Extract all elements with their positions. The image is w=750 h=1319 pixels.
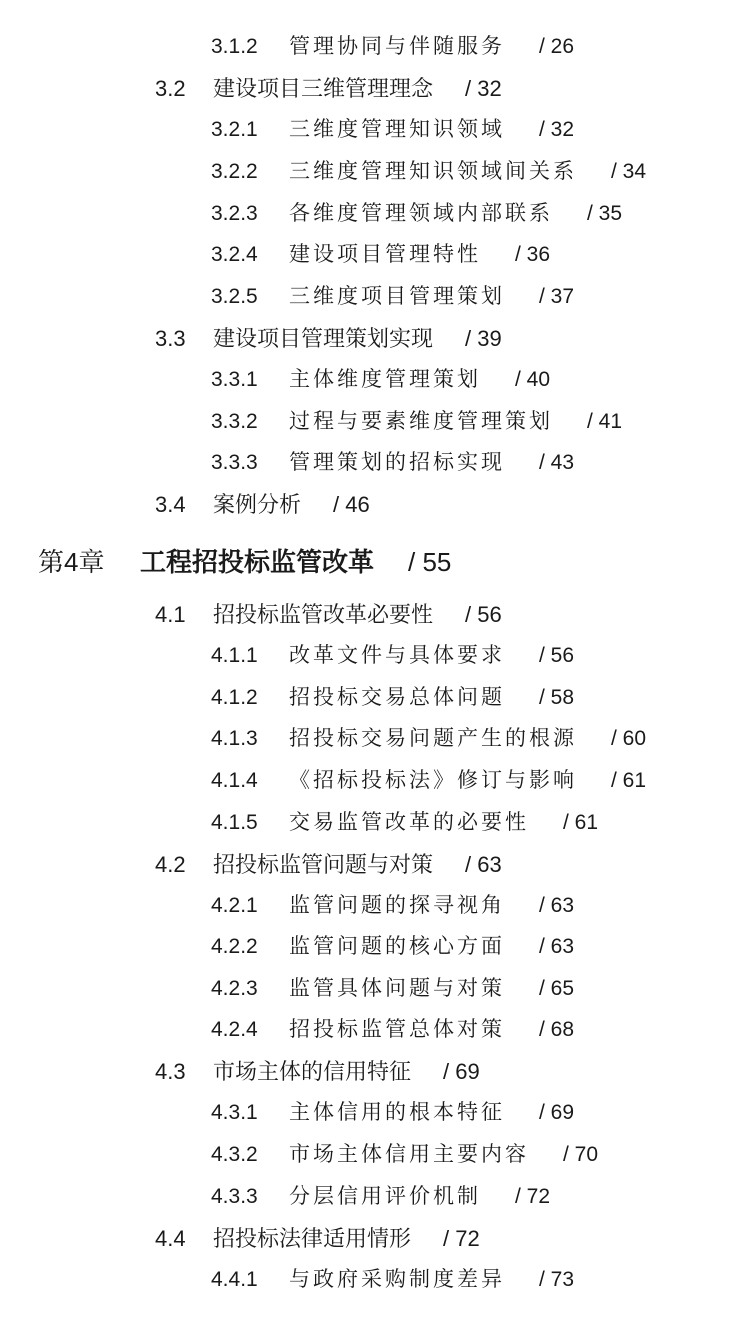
toc-number: 4.4.1 <box>211 1268 258 1291</box>
toc-page-number: / 36 <box>515 243 551 266</box>
toc-section <box>155 848 502 879</box>
toc-title: 交易监管改革的必要性 <box>289 810 529 834</box>
toc-page-number: / 26 <box>539 35 575 58</box>
toc-subsection <box>211 722 646 752</box>
toc-page-number: / 61 <box>611 769 647 792</box>
toc-title: 建设项目管理特性 <box>289 242 481 266</box>
toc-number: 3.3 <box>155 326 186 351</box>
toc-number: 3.3.2 <box>211 410 258 433</box>
toc-title: 招投标监管总体对策 <box>289 1017 505 1041</box>
toc-number: 4.2.1 <box>211 894 258 917</box>
toc-page-number: / 34 <box>611 160 647 183</box>
toc-number: 4.1.3 <box>211 727 258 750</box>
toc-number: 3.1.2 <box>211 35 258 58</box>
toc-number: 3.2.3 <box>211 202 258 225</box>
toc-number: 4.3.2 <box>211 1143 258 1166</box>
toc-page-number: / 68 <box>539 1018 575 1041</box>
toc-chapter <box>38 542 451 579</box>
toc-number: 3.2.5 <box>211 285 258 308</box>
toc-number: 4.3 <box>155 1059 186 1084</box>
toc-title: 监管问题的核心方面 <box>289 934 505 958</box>
toc-subsection <box>211 764 646 794</box>
toc-page-number: / 60 <box>611 727 647 750</box>
toc-page-number: / 72 <box>515 1185 551 1208</box>
toc-page-number: / 70 <box>563 1143 599 1166</box>
toc-page-number: / 69 <box>539 1101 575 1124</box>
toc-title: 管理协同与伴随服务 <box>289 34 505 58</box>
toc-section <box>155 598 502 629</box>
toc-subsection <box>211 889 574 919</box>
toc-section <box>155 322 502 353</box>
toc-title: 主体信用的根本特征 <box>289 1100 505 1124</box>
toc-number: 4.1 <box>155 602 186 627</box>
toc-subsection <box>211 972 574 1002</box>
toc-section <box>155 1055 480 1086</box>
toc-number: 4.1.4 <box>211 769 258 792</box>
toc-section <box>155 488 370 519</box>
toc-title: 招投标监管问题与对策 <box>213 853 434 878</box>
toc-page-number: / 69 <box>443 1059 480 1084</box>
toc-number: 3.3.3 <box>211 451 258 474</box>
toc-section <box>155 72 502 103</box>
toc-number: 4.2.3 <box>211 977 258 1000</box>
toc-subsection <box>211 113 574 143</box>
toc-subsection <box>211 1263 574 1293</box>
toc-number: 4.3.1 <box>211 1101 258 1124</box>
toc-page-number: / 39 <box>465 326 502 351</box>
toc-number: 4.1.2 <box>211 686 258 709</box>
toc-title: 分层信用评价机制 <box>289 1184 481 1208</box>
toc-subsection <box>211 1013 574 1043</box>
toc-title: 《招标投标法》修订与影响 <box>289 768 577 792</box>
toc-number: 4.1.5 <box>211 811 258 834</box>
toc-number: 4.2 <box>155 852 186 877</box>
toc-title: 建设项目三维管理理念 <box>213 77 434 102</box>
toc-number: 4.2.4 <box>211 1018 258 1041</box>
toc-page-number: / 32 <box>465 76 502 101</box>
toc-title: 监管问题的探寻视角 <box>289 893 505 917</box>
toc-page-number: / 41 <box>587 410 623 433</box>
toc-title: 招投标法律适用情形 <box>213 1227 412 1252</box>
toc-title: 过程与要素维度管理策划 <box>289 409 553 433</box>
toc-title: 各维度管理领域内部联系 <box>289 201 553 225</box>
toc-title: 市场主体的信用特征 <box>213 1060 412 1085</box>
toc-page-number: / 63 <box>539 935 575 958</box>
toc-number: 4.2.2 <box>211 935 258 958</box>
toc-title: 案例分析 <box>213 493 302 518</box>
toc-subsection <box>211 405 622 435</box>
toc-page-number: / 73 <box>539 1268 575 1291</box>
toc-page-number: / 46 <box>333 492 370 517</box>
toc-title: 改革文件与具体要求 <box>289 643 505 667</box>
toc-number: 4.1.1 <box>211 644 258 667</box>
toc-page-number: / 40 <box>515 368 551 391</box>
toc-page-number: / 55 <box>408 547 452 577</box>
toc-page-number: / 63 <box>465 852 502 877</box>
toc-subsection <box>211 363 550 393</box>
toc-page-number: / 61 <box>563 811 599 834</box>
toc-page-number: / 32 <box>539 118 575 141</box>
toc-page-number: / 56 <box>539 644 575 667</box>
toc-title: 招投标监管改革必要性 <box>213 603 434 628</box>
toc-page-number: / 35 <box>587 202 623 225</box>
toc-page-number: / 43 <box>539 451 575 474</box>
toc-subsection <box>211 639 574 669</box>
toc-subsection <box>211 446 574 476</box>
toc-title: 三维度管理知识领域间关系 <box>289 159 577 183</box>
toc-subsection <box>211 1096 574 1126</box>
toc-subsection <box>211 930 574 960</box>
toc-number: 第4章 <box>38 547 105 577</box>
toc-subsection <box>211 155 646 185</box>
toc-page-number: / 63 <box>539 894 575 917</box>
toc-title: 招投标交易总体问题 <box>289 685 505 709</box>
toc-number: 4.3.3 <box>211 1185 258 1208</box>
toc-number: 3.2.2 <box>211 160 258 183</box>
toc-title: 监管具体问题与对策 <box>289 976 505 1000</box>
toc-number: 3.2.4 <box>211 243 258 266</box>
toc-page-number: / 56 <box>465 602 502 627</box>
toc-number: 3.4 <box>155 492 186 517</box>
toc-subsection <box>211 806 598 836</box>
toc-number: 3.2 <box>155 76 186 101</box>
toc-page-number: / 58 <box>539 686 575 709</box>
toc-title: 主体维度管理策划 <box>289 367 481 391</box>
toc-number: 4.4 <box>155 1226 186 1251</box>
toc-section <box>155 1222 480 1253</box>
toc-subsection <box>211 1180 550 1210</box>
toc-number: 3.2.1 <box>211 118 258 141</box>
toc-title: 工程招投标监管改革 <box>140 547 375 577</box>
toc-title: 招投标交易问题产生的根源 <box>289 726 577 750</box>
toc-page-number: / 37 <box>539 285 575 308</box>
toc-subsection <box>211 197 622 227</box>
toc-subsection <box>211 1138 598 1168</box>
toc-title: 建设项目管理策划实现 <box>213 327 434 352</box>
toc-page-number: / 65 <box>539 977 575 1000</box>
toc-title: 市场主体信用主要内容 <box>289 1142 529 1166</box>
toc-subsection <box>211 30 574 60</box>
toc-subsection <box>211 681 574 711</box>
toc-subsection <box>211 280 574 310</box>
toc-title: 三维度项目管理策划 <box>289 284 505 308</box>
toc-subsection <box>211 238 550 268</box>
toc-page-number: / 72 <box>443 1226 480 1251</box>
toc-title: 与政府采购制度差异 <box>289 1267 505 1291</box>
toc-title: 三维度管理知识领域 <box>289 117 505 141</box>
toc-number: 3.3.1 <box>211 368 258 391</box>
toc-title: 管理策划的招标实现 <box>289 450 505 474</box>
